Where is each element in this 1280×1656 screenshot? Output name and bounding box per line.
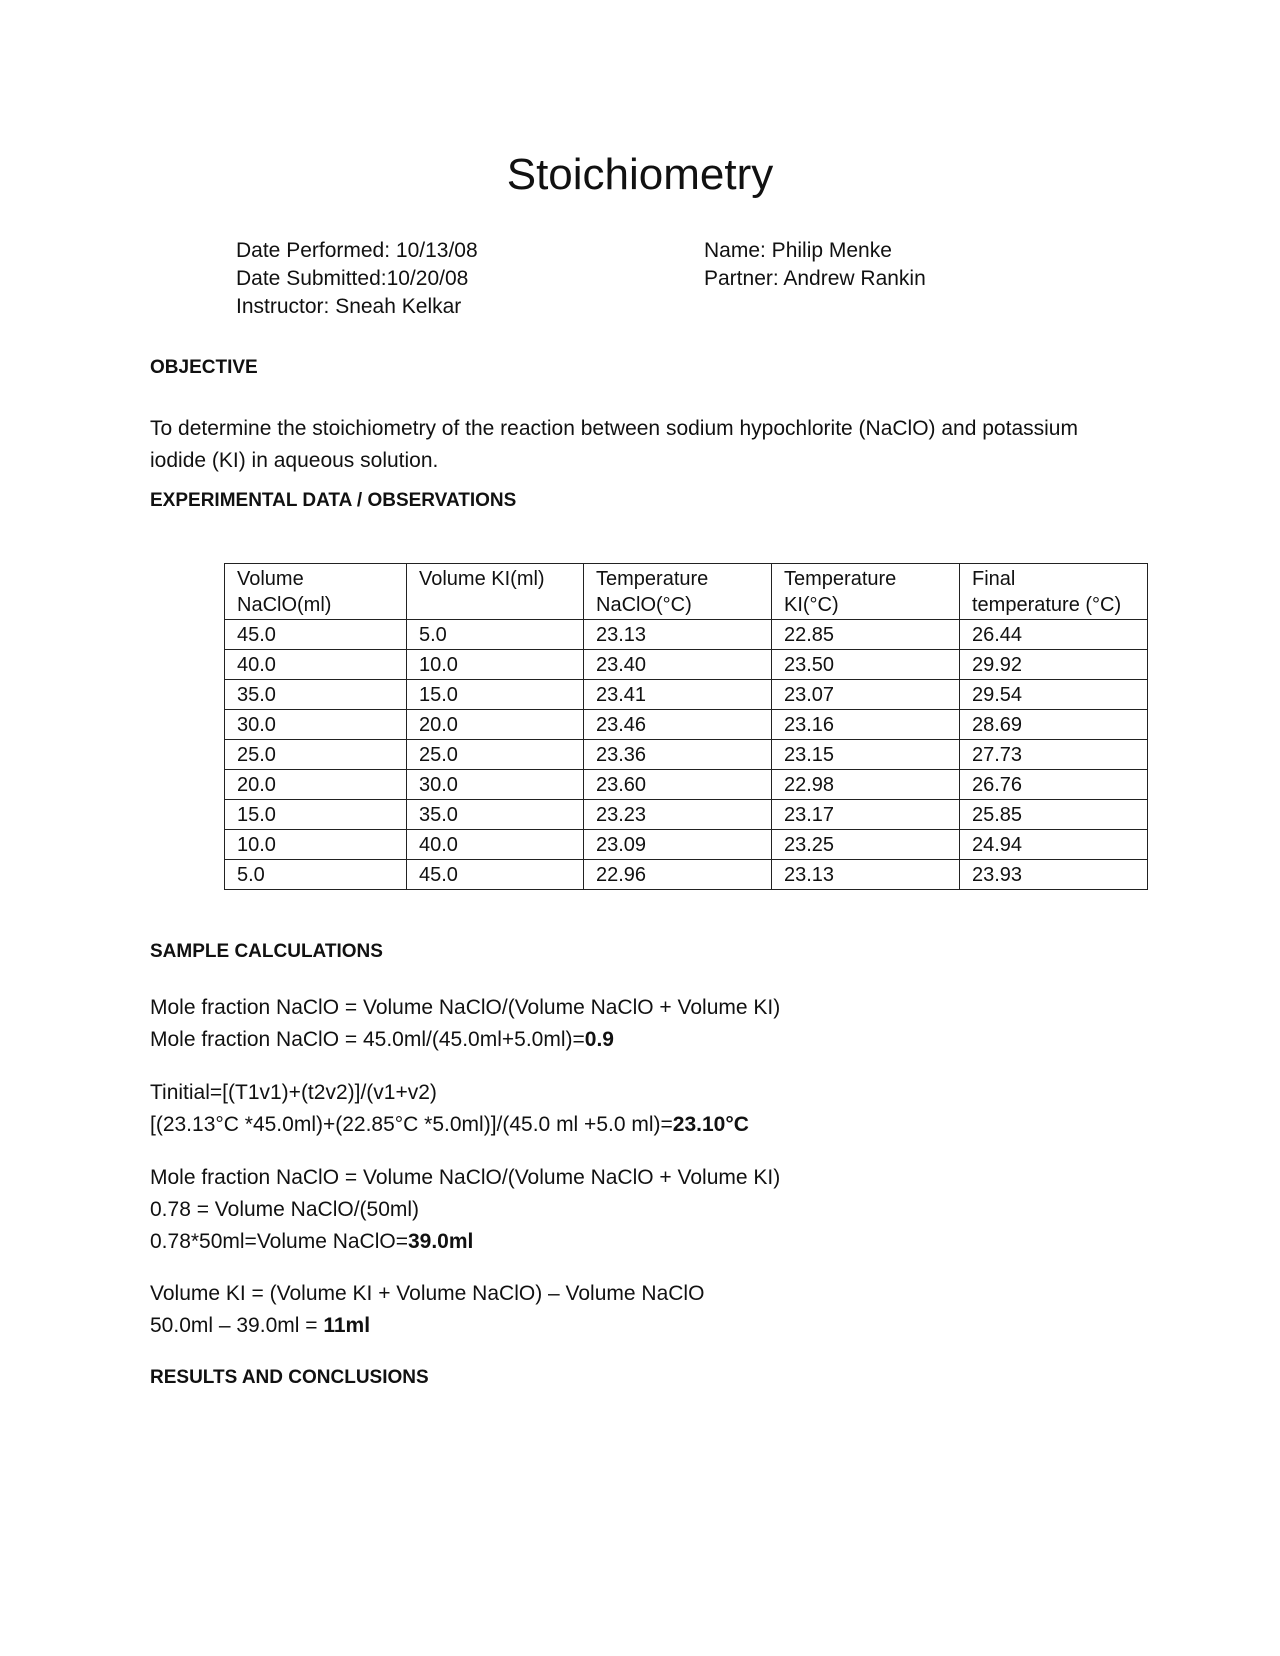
report-info-left: [236, 237, 478, 321]
table-cell: 23.41: [584, 680, 772, 710]
table-row: [225, 860, 1148, 890]
table-cell: 27.73: [960, 740, 1148, 770]
table-cell: 23.13: [772, 860, 960, 890]
calc-line: 50.0ml – 39.0ml = 11ml: [150, 1314, 371, 1337]
partner-name: Partner: Andrew Rankin: [704, 267, 926, 290]
table-cell: 23.13: [584, 620, 772, 650]
objective-line-1: To determine the stoichiometry of the reaction between sodium hypochlorite (NaClO) and potassium: [150, 417, 1078, 440]
table-cell: 23.07: [772, 680, 960, 710]
table-cell: 45.0: [407, 860, 584, 890]
table-cell: 30.0: [407, 770, 584, 800]
table-cell: 35.0: [407, 800, 584, 830]
table-cell: 28.69: [960, 710, 1148, 740]
table-cell: 5.0: [407, 620, 584, 650]
table-cell: 23.36: [584, 740, 772, 770]
calc-line: Mole fraction NaClO = 45.0ml/(45.0ml+5.0ml)=0.9: [150, 1028, 614, 1051]
table-row: [225, 620, 1148, 650]
table-row: [225, 830, 1148, 860]
data-heading: EXPERIMENTAL DATA / OBSERVATIONS: [150, 490, 517, 511]
col-header-temp-naclo: Temperature NaClO(°C): [584, 564, 772, 620]
data-table: [224, 563, 1148, 890]
calc-line: Mole fraction NaClO = Volume NaClO/(Volume NaClO + Volume KI): [150, 1166, 781, 1189]
col-header-volume-naclo: Volume NaClO(ml): [225, 564, 407, 620]
calc-block-volume-naclo: [150, 1162, 780, 1258]
table-cell: 35.0: [225, 680, 407, 710]
calc-line: Mole fraction NaClO = Volume NaClO/(Volume NaClO + Volume KI): [150, 996, 781, 1019]
calc-line: Tinitial=[(T1v1)+(t2v2)]/(v1+v2): [150, 1081, 437, 1104]
table-cell: 25.85: [960, 800, 1148, 830]
calc-line: 0.78*50ml=Volume NaClO=39.0ml: [150, 1230, 474, 1253]
col-header-volume-ki: Volume KI(ml): [407, 564, 584, 620]
table-cell: 15.0: [407, 680, 584, 710]
col-header-temp-ki: Temperature KI(°C): [772, 564, 960, 620]
table-cell: 22.85: [772, 620, 960, 650]
table-cell: 23.40: [584, 650, 772, 680]
table-cell: 45.0: [225, 620, 407, 650]
table-cell: 23.17: [772, 800, 960, 830]
calc-line: Volume KI = (Volume KI + Volume NaClO) – Volume NaClO: [150, 1282, 705, 1305]
table-cell: 23.93: [960, 860, 1148, 890]
table-cell: 23.15: [772, 740, 960, 770]
table-cell: 24.94: [960, 830, 1148, 860]
results-heading: RESULTS AND CONCLUSIONS: [150, 1367, 429, 1388]
table-row: [225, 680, 1148, 710]
table-header-row: [225, 564, 1148, 620]
table-cell: 25.0: [225, 740, 407, 770]
table-cell: 23.16: [772, 710, 960, 740]
table-cell: 23.25: [772, 830, 960, 860]
table-cell: 29.92: [960, 650, 1148, 680]
table-cell: 10.0: [225, 830, 407, 860]
calc-result: 11ml: [323, 1314, 371, 1337]
table-cell: 20.0: [225, 770, 407, 800]
table-cell: 22.98: [772, 770, 960, 800]
instructor: Instructor: Sneah Kelkar: [236, 295, 462, 318]
table-cell: 40.0: [407, 830, 584, 860]
table-row: [225, 740, 1148, 770]
table-cell: 26.44: [960, 620, 1148, 650]
calc-result: 39.0ml: [407, 1230, 474, 1253]
objective-text: [150, 413, 1078, 477]
date-submitted: Date Submitted:10/20/08: [236, 267, 469, 290]
table-cell: 26.76: [960, 770, 1148, 800]
table-row: [225, 800, 1148, 830]
table-cell: 23.23: [584, 800, 772, 830]
objective-line-2: iodide (KI) in aqueous solution.: [150, 449, 439, 472]
calc-block-mole-fraction: [150, 992, 780, 1056]
objective-heading: OBJECTIVE: [150, 357, 258, 378]
table-cell: 23.09: [584, 830, 772, 860]
student-name: Name: Philip Menke: [704, 239, 892, 262]
calc-result: 0.9: [584, 1028, 614, 1051]
table-row: [225, 650, 1148, 680]
table-cell: 23.50: [772, 650, 960, 680]
report-info-right: [704, 237, 926, 293]
table-cell: 15.0: [225, 800, 407, 830]
table-cell: 29.54: [960, 680, 1148, 710]
table-cell: 23.46: [584, 710, 772, 740]
calculations-heading: SAMPLE CALCULATIONS: [150, 941, 383, 962]
table-cell: 22.96: [584, 860, 772, 890]
document-title: Stoichiometry: [506, 150, 774, 199]
table-cell: 40.0: [225, 650, 407, 680]
table-cell: 30.0: [225, 710, 407, 740]
table-cell: 5.0: [225, 860, 407, 890]
calc-block-tinitial: [150, 1077, 749, 1141]
date-performed: Date Performed: 10/13/08: [236, 239, 478, 262]
table-cell: 25.0: [407, 740, 584, 770]
table-cell: 23.60: [584, 770, 772, 800]
calc-line: [(23.13°C *45.0ml)+(22.85°C *5.0ml)]/(45.0 ml +5.0 ml)=23.10°C: [150, 1113, 749, 1136]
table-cell: 10.0: [407, 650, 584, 680]
table-row: [225, 710, 1148, 740]
table-row: [225, 770, 1148, 800]
col-header-final-temp: Final temperature (°C): [960, 564, 1148, 620]
calc-line: 0.78 = Volume NaClO/(50ml): [150, 1198, 420, 1221]
calc-result: 23.10°C: [672, 1113, 749, 1136]
table-cell: 20.0: [407, 710, 584, 740]
calc-block-volume-ki: [150, 1278, 704, 1342]
